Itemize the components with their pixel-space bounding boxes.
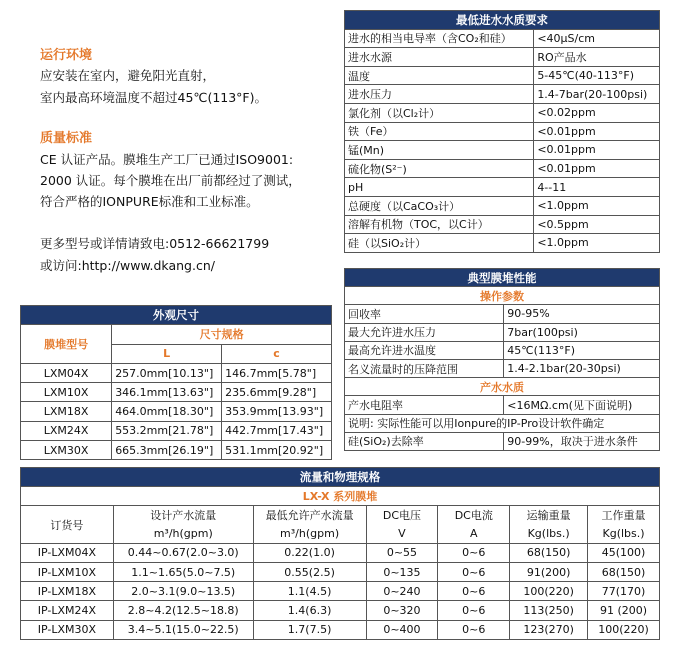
table-cell: m³/h(gpm) bbox=[113, 525, 253, 544]
table-cell: 铁（Fe） bbox=[345, 122, 534, 141]
table-cell: 45℃(113°F) bbox=[504, 341, 660, 359]
table-cell: 3.4~5.1(15.0~22.5) bbox=[113, 620, 253, 639]
table-cell: 工作重量 bbox=[588, 506, 660, 525]
table-cell: 68(150) bbox=[510, 543, 588, 562]
quality-title: 质量标准 bbox=[40, 131, 93, 146]
table-cell: 90-99%，取决于进水条件 bbox=[504, 432, 660, 450]
performance-note: 说明: 实际性能可以用Ionpure的IP-Pro设计软件确定 bbox=[345, 414, 660, 432]
product-water-header: 产水水质 bbox=[345, 378, 660, 396]
table-cell: RO产品水 bbox=[534, 48, 660, 67]
table-cell: DC电压 bbox=[366, 506, 438, 525]
table-row bbox=[21, 543, 660, 562]
table-row bbox=[345, 215, 660, 234]
table-cell: A bbox=[438, 525, 510, 544]
table-cell: 溶解有机物（TOC，以C计） bbox=[345, 215, 534, 234]
table-cell: 0~55 bbox=[366, 543, 438, 562]
table-cell: 0~6 bbox=[438, 543, 510, 562]
table-cell: 0~400 bbox=[366, 620, 438, 639]
table-cell: 1.1~1.65(5.0~7.5) bbox=[113, 562, 253, 581]
quality-line-3: 符合严格的IONPURE标准和工业标准。 bbox=[40, 194, 259, 209]
table-cell: 锰(Mn) bbox=[345, 141, 534, 160]
table-cell: 氯化剂（以Cl₂计） bbox=[345, 103, 534, 122]
table-cell: 1.1(4.5) bbox=[253, 582, 366, 601]
table-cell: 113(250) bbox=[510, 601, 588, 620]
table-cell: pH bbox=[345, 178, 534, 197]
performance-title: 典型膜堆性能 bbox=[345, 269, 660, 287]
col-c-header: c bbox=[222, 344, 332, 363]
table-row bbox=[21, 383, 332, 402]
table-cell: 7bar(100psi) bbox=[504, 323, 660, 341]
table-cell: 1.4(6.3) bbox=[253, 601, 366, 620]
table-cell: 665.3mm[26.19"] bbox=[112, 441, 222, 460]
table-cell: V bbox=[366, 525, 438, 544]
table-cell: 45(100) bbox=[588, 543, 660, 562]
series-header: LX-X 系列膜堆 bbox=[21, 487, 660, 506]
table-cell: 产水电阻率 bbox=[345, 396, 504, 414]
table-cell: 最大允许进水压力 bbox=[345, 323, 504, 341]
table-cell: 温度 bbox=[345, 66, 534, 85]
table-cell: <0.5ppm bbox=[534, 215, 660, 234]
table-cell: m³/h(gpm) bbox=[253, 525, 366, 544]
table-row bbox=[345, 432, 660, 450]
table-cell: 90-95% bbox=[504, 305, 660, 323]
table-row bbox=[345, 323, 660, 341]
table-row bbox=[21, 421, 332, 440]
env-title: 运行环境 bbox=[40, 48, 93, 63]
table-row bbox=[345, 66, 660, 85]
table-cell: 91 (200) bbox=[588, 601, 660, 620]
table-row bbox=[21, 582, 660, 601]
table-cell: 1.4-7bar(20-100psi) bbox=[534, 85, 660, 104]
table-cell: Kg(lbs.) bbox=[588, 525, 660, 544]
table-row bbox=[345, 141, 660, 160]
table-cell: 进水压力 bbox=[345, 85, 534, 104]
table-cell: 设计产水流量 bbox=[113, 506, 253, 525]
table-cell: 运输重量 bbox=[510, 506, 588, 525]
table-cell: IP-LXM30X bbox=[21, 620, 114, 639]
table-cell: 进水的相当电导率（含CO₂和硅） bbox=[345, 29, 534, 48]
table-row bbox=[345, 196, 660, 215]
table-cell: 1.7(7.5) bbox=[253, 620, 366, 639]
table-cell: 123(270) bbox=[510, 620, 588, 639]
table-cell: 2.8~4.2(12.5~18.8) bbox=[113, 601, 253, 620]
table-row bbox=[345, 103, 660, 122]
quality-line-1: CE 认证产品。膜堆生产工厂已通过ISO9001: bbox=[40, 152, 294, 167]
table-cell: 353.9mm[13.93"] bbox=[222, 402, 332, 421]
table-row bbox=[345, 178, 660, 197]
order-no-header: 订货号 bbox=[21, 506, 114, 543]
table-cell: 553.2mm[21.78"] bbox=[112, 421, 222, 440]
table-cell: 名义流量时的压降范围 bbox=[345, 359, 504, 377]
env-line-1: 应安装在室内，避免阳光直射， bbox=[40, 68, 216, 83]
table-cell: 346.1mm[13.63"] bbox=[112, 383, 222, 402]
table-cell: 进水水源 bbox=[345, 48, 534, 67]
table-cell: 最高允许进水温度 bbox=[345, 341, 504, 359]
table-cell: <0.01ppm bbox=[534, 122, 660, 141]
table-row bbox=[345, 85, 660, 104]
contact-website[interactable]: 或访问:http://www.dkang.cn/ bbox=[40, 258, 215, 273]
table-cell: 回收率 bbox=[345, 305, 504, 323]
table-cell: DC电流 bbox=[438, 506, 510, 525]
table-cell: 硅(SiO₂)去除率 bbox=[345, 432, 504, 450]
table-cell: 91(200) bbox=[510, 562, 588, 581]
table-cell: 68(150) bbox=[588, 562, 660, 581]
table-cell: 硫化物(S²⁻) bbox=[345, 159, 534, 178]
table-cell: Kg(lbs.) bbox=[510, 525, 588, 544]
model-header: 膜堆型号 bbox=[21, 325, 112, 364]
table-cell: 4--11 bbox=[534, 178, 660, 197]
table-cell: 442.7mm[17.43"] bbox=[222, 421, 332, 440]
table-cell: 0.44~0.67(2.0~3.0) bbox=[113, 543, 253, 562]
col-l-header: L bbox=[112, 344, 222, 363]
table-cell: <0.01ppm bbox=[534, 159, 660, 178]
table-cell: 0~6 bbox=[438, 562, 510, 581]
performance-table bbox=[344, 268, 660, 451]
table-cell: 0~320 bbox=[366, 601, 438, 620]
table-cell: 531.1mm[20.92"] bbox=[222, 441, 332, 460]
table-cell: 硅（以SiO₂计） bbox=[345, 234, 534, 253]
table-cell: <40μS/cm bbox=[534, 29, 660, 48]
table-cell: 464.0mm[18.30"] bbox=[112, 402, 222, 421]
quality-line-2: 2000 认证。每个膜堆在出厂前都经过了测试， bbox=[40, 173, 301, 188]
table-cell: 1.4-2.1bar(20-30psi) bbox=[504, 359, 660, 377]
flow-specs-table bbox=[20, 467, 660, 640]
water-requirements-table bbox=[344, 10, 660, 253]
table-row bbox=[21, 363, 332, 382]
table-cell: <16MΩ.cm(见下面说明) bbox=[504, 396, 660, 414]
table-cell: <0.02ppm bbox=[534, 103, 660, 122]
operating-params-header: 操作参数 bbox=[345, 287, 660, 305]
table-row bbox=[345, 159, 660, 178]
table-cell: 0~135 bbox=[366, 562, 438, 581]
table-cell: LXM04X bbox=[21, 363, 112, 382]
table-cell: 0~6 bbox=[438, 601, 510, 620]
table-cell: 最低允许产水流量 bbox=[253, 506, 366, 525]
table-cell: 0.22(1.0) bbox=[253, 543, 366, 562]
table-cell: 257.0mm[10.13"] bbox=[112, 363, 222, 382]
table-cell: <1.0ppm bbox=[534, 234, 660, 253]
spec-header: 尺寸规格 bbox=[112, 325, 332, 344]
table-cell: 0~6 bbox=[438, 582, 510, 601]
table-row bbox=[345, 234, 660, 253]
table-row bbox=[21, 601, 660, 620]
table-row bbox=[345, 48, 660, 67]
table-cell: <1.0ppm bbox=[534, 196, 660, 215]
table-cell: LXM30X bbox=[21, 441, 112, 460]
table-row bbox=[21, 441, 332, 460]
table-cell: 100(220) bbox=[588, 620, 660, 639]
table-cell: LXM10X bbox=[21, 383, 112, 402]
table-cell: 0~240 bbox=[366, 582, 438, 601]
table-row bbox=[21, 562, 660, 581]
table-row bbox=[21, 402, 332, 421]
table-row bbox=[21, 620, 660, 639]
table-cell: 235.6mm[9.28"] bbox=[222, 383, 332, 402]
flow-title: 流量和物理规格 bbox=[21, 468, 660, 487]
table-cell: 2.0~3.1(9.0~13.5) bbox=[113, 582, 253, 601]
table-cell: 100(220) bbox=[510, 582, 588, 601]
table-cell: LXM24X bbox=[21, 421, 112, 440]
table-cell: 5-45℃(40-113°F) bbox=[534, 66, 660, 85]
table-cell: IP-LXM24X bbox=[21, 601, 114, 620]
table-cell: 0.55(2.5) bbox=[253, 562, 366, 581]
table-cell: IP-LXM10X bbox=[21, 562, 114, 581]
table-row bbox=[345, 341, 660, 359]
table-cell: 总硬度（以CaCO₃计） bbox=[345, 196, 534, 215]
table-cell: 0~6 bbox=[438, 620, 510, 639]
contact-phone: 更多型号或详情请致电:0512-66621799 bbox=[40, 236, 270, 251]
table-cell: IP-LXM04X bbox=[21, 543, 114, 562]
dimensions-table bbox=[20, 305, 332, 460]
water-req-title: 最低进水水质要求 bbox=[345, 11, 660, 30]
table-row bbox=[345, 305, 660, 323]
table-cell: LXM18X bbox=[21, 402, 112, 421]
table-cell: IP-LXM18X bbox=[21, 582, 114, 601]
table-row bbox=[345, 29, 660, 48]
table-row bbox=[345, 122, 660, 141]
table-row bbox=[345, 396, 660, 414]
env-line-2: 室内最高环境温度不超过45℃(113°F)。 bbox=[40, 90, 267, 105]
table-row bbox=[345, 359, 660, 377]
table-cell: <0.01ppm bbox=[534, 141, 660, 160]
dimensions-title: 外观尺寸 bbox=[21, 306, 332, 325]
table-cell: 77(170) bbox=[588, 582, 660, 601]
table-cell: 146.7mm[5.78"] bbox=[222, 363, 332, 382]
